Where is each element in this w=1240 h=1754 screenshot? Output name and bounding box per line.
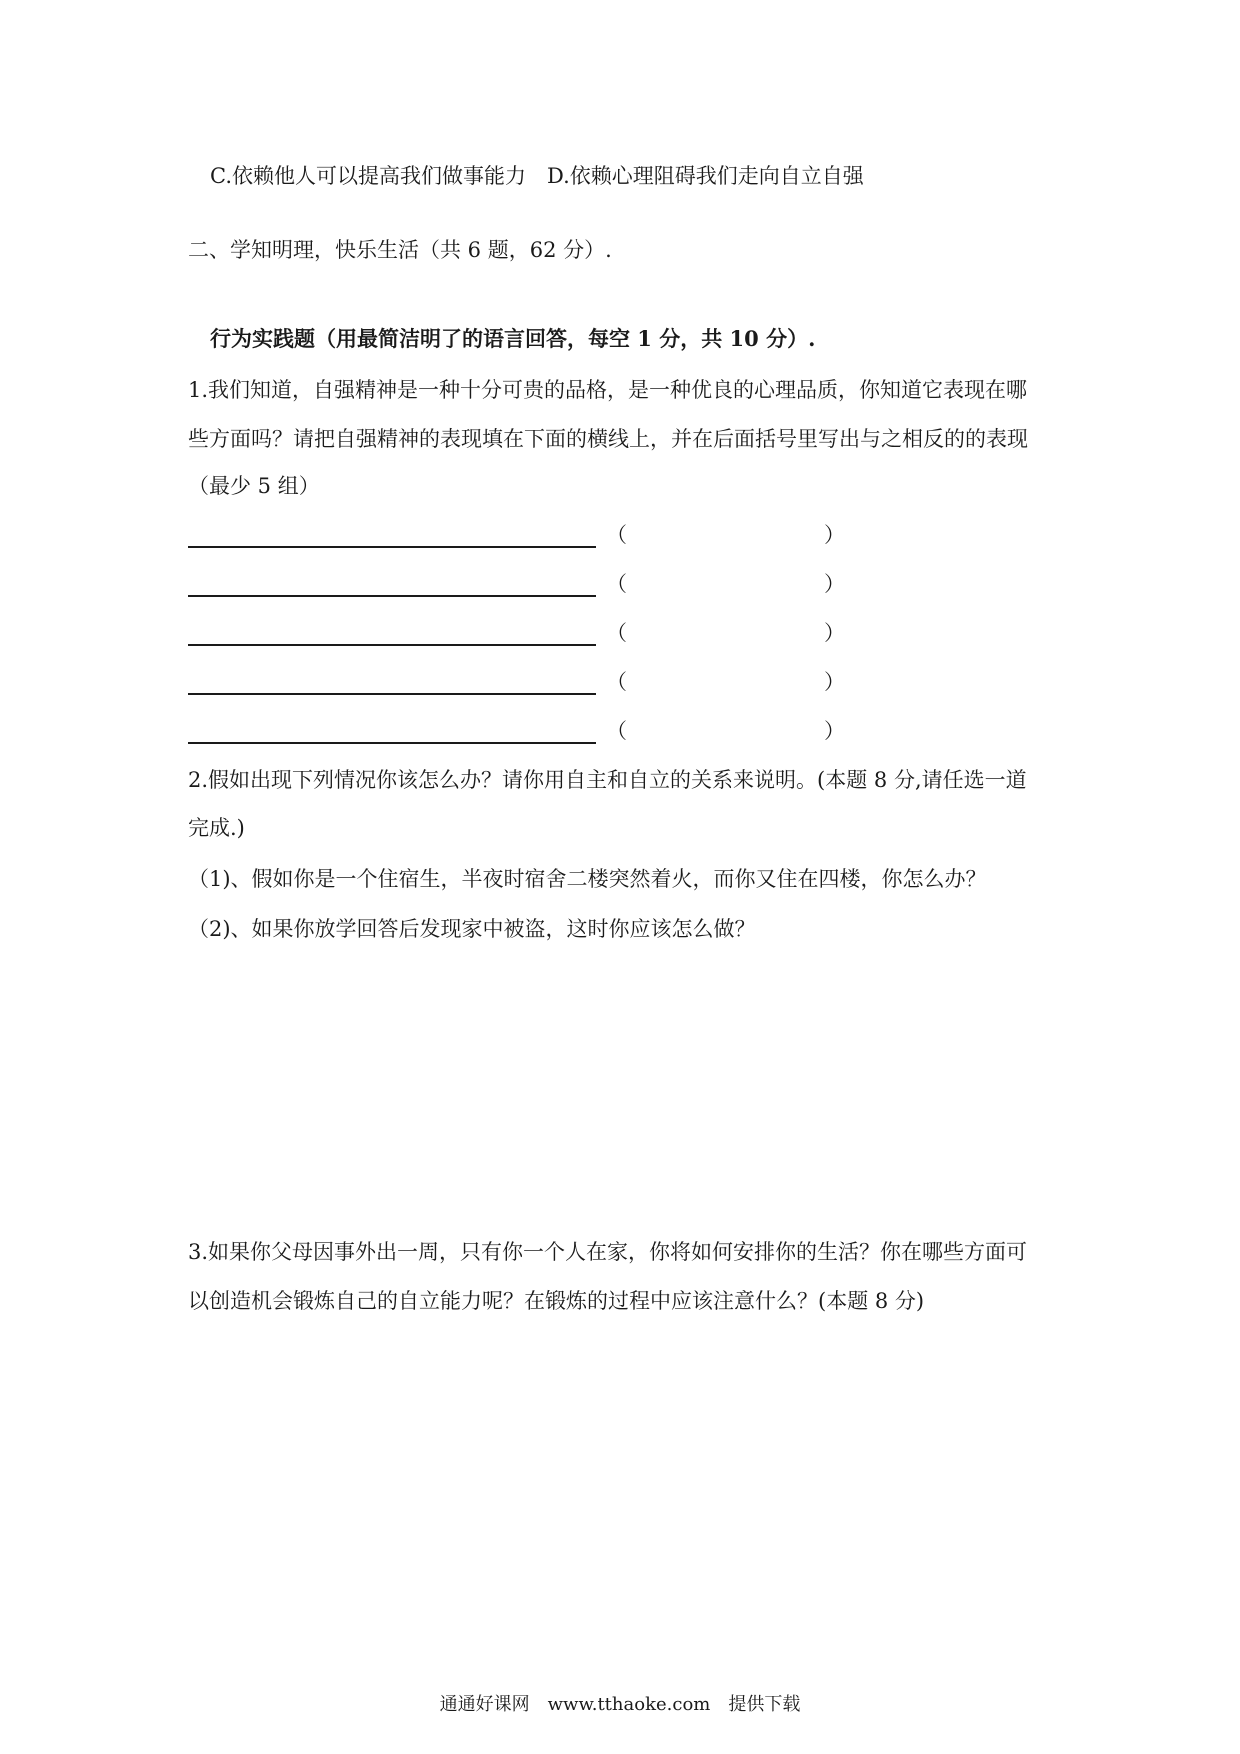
answer-underline[interactable]: [188, 742, 596, 744]
answer-underline[interactable]: [188, 595, 596, 597]
paren-close: ）: [824, 621, 845, 645]
practice-heading: 行为实践题（用最简洁明了的语言回答，每空 1 分，共 10 分）.: [210, 326, 816, 351]
q1-line-3: （最少 5 组）: [188, 474, 320, 498]
q3-line-1: 3.如果你父母因事外出一周，只有你一个人在家，你将如何安排你的生活？你在哪些方面可: [188, 1240, 1028, 1264]
answer-underline[interactable]: [188, 693, 596, 695]
q1-line-2: 些方面吗？请把自强精神的表现填在下面的横线上，并在后面括号里写出与之相反的的表现: [188, 427, 1028, 451]
paren-open: （: [606, 523, 627, 547]
paren-open: （: [606, 670, 627, 694]
paren-close: ）: [824, 523, 845, 547]
paren-open: （: [606, 719, 627, 743]
q2-sub-2: （2)、如果你放学回答后发现家中被盗，这时你应该怎么做？: [188, 917, 756, 941]
paren-open: （: [606, 572, 627, 596]
option-cd: C.依赖他人可以提高我们做事能力 D.依赖心理阻碍我们走向自立自强: [210, 164, 864, 188]
section-two-heading: 二、学知明理，快乐生活（共 6 题，62 分）.: [188, 238, 612, 262]
paren-close: ）: [824, 719, 845, 743]
footer-credit: 通通好课网 www.tthaoke.com 提供下载: [439, 1694, 801, 1715]
q3-line-2: 以创造机会锻炼自己的自立能力呢？在锻炼的过程中应该注意什么？(本题 8 分): [188, 1289, 925, 1313]
paren-close: ）: [824, 670, 845, 694]
q1-line-1: 1.我们知道，自强精神是一种十分可贵的品格，是一种优良的心理品质，你知道它表现在哪: [188, 378, 1028, 402]
answer-blank-row: [188, 569, 888, 599]
q2-line-2: 完成.): [188, 816, 245, 840]
answer-blank-row: [188, 520, 888, 550]
answer-blank-row: [188, 667, 888, 697]
answer-blank-row: [188, 618, 888, 648]
paren-close: ）: [824, 572, 845, 596]
q2-line-1: 2.假如出现下列情况你该怎么办？请你用自主和自立的关系来说明。(本题 8 分,请任选一道: [188, 768, 1027, 792]
answer-underline[interactable]: [188, 546, 596, 548]
q2-sub-1: （1)、假如你是一个住宿生，半夜时宿舍二楼突然着火，而你又住在四楼，你怎么办？: [188, 867, 987, 891]
paren-open: （: [606, 621, 627, 645]
answer-underline[interactable]: [188, 644, 596, 646]
answer-blank-row: [188, 716, 888, 746]
